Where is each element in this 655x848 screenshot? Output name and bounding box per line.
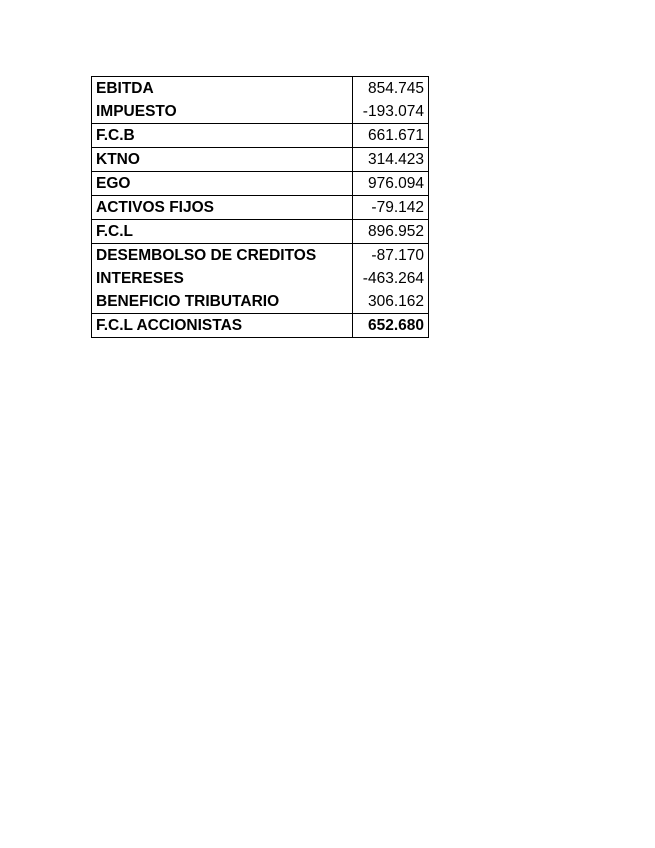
row-label: F.C.L <box>92 220 353 244</box>
table-row <box>92 244 429 268</box>
table-row <box>92 290 429 314</box>
table-row <box>92 77 429 101</box>
row-value: 314.423 <box>353 148 429 172</box>
total-label: F.C.L ACCIONISTAS <box>92 314 353 338</box>
table-row <box>92 148 429 172</box>
row-label: ACTIVOS FIJOS <box>92 196 353 220</box>
table-row <box>92 100 429 124</box>
row-label: EBITDA <box>92 77 353 101</box>
row-label: INTERESES <box>92 267 353 290</box>
table-row <box>92 196 429 220</box>
total-row <box>92 314 429 338</box>
table-row <box>92 267 429 290</box>
row-value: 976.094 <box>353 172 429 196</box>
row-label: KTNO <box>92 148 353 172</box>
spreadsheet-region <box>91 76 429 338</box>
table-row <box>92 172 429 196</box>
row-value: -463.264 <box>353 267 429 290</box>
row-label: EGO <box>92 172 353 196</box>
table-row <box>92 124 429 148</box>
row-label: F.C.B <box>92 124 353 148</box>
row-value: 661.671 <box>353 124 429 148</box>
row-label: DESEMBOLSO DE CREDITOS <box>92 244 353 268</box>
row-value: 306.162 <box>353 290 429 314</box>
total-value: 652.680 <box>353 314 429 338</box>
row-value: -193.074 <box>353 100 429 124</box>
row-value: -79.142 <box>353 196 429 220</box>
row-label: BENEFICIO TRIBUTARIO <box>92 290 353 314</box>
row-value: 896.952 <box>353 220 429 244</box>
table-row <box>92 220 429 244</box>
row-value: 854.745 <box>353 77 429 101</box>
row-label: IMPUESTO <box>92 100 353 124</box>
row-value: -87.170 <box>353 244 429 268</box>
cash-flow-table <box>91 76 429 338</box>
